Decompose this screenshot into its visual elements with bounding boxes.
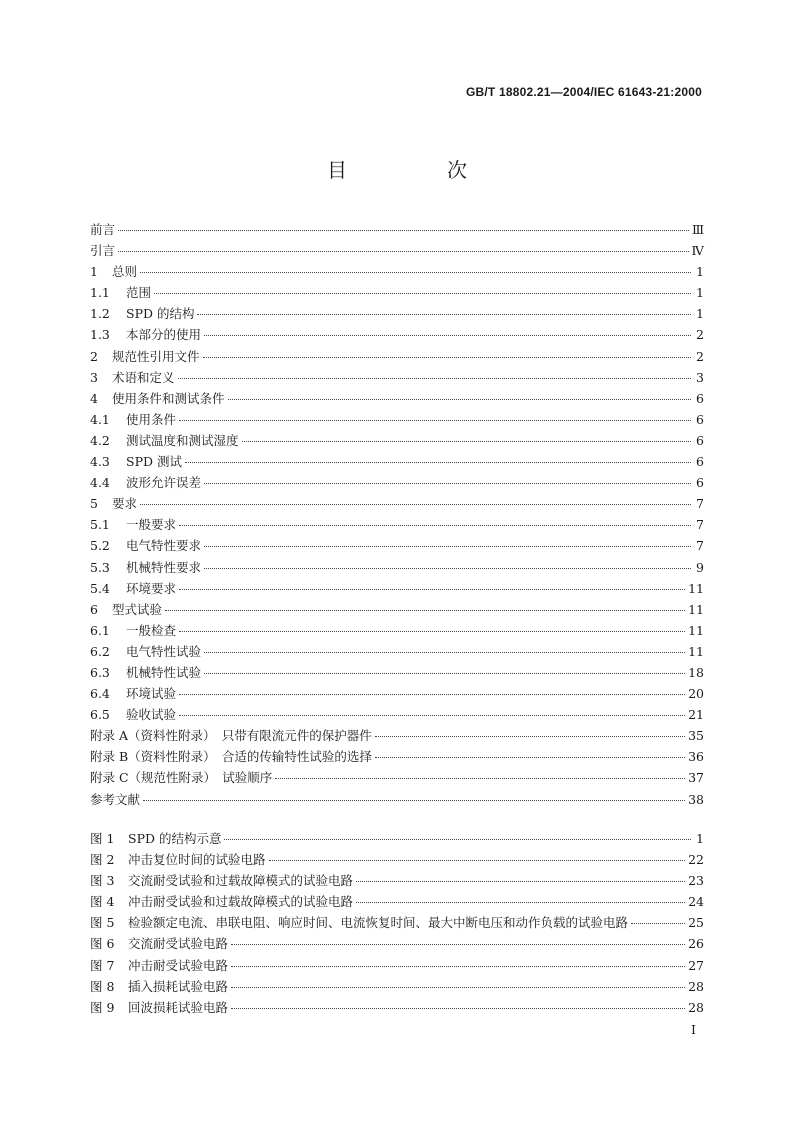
toc-entry[interactable]: [90, 452, 704, 473]
toc-entry-page: 9: [696, 559, 704, 575]
dot-leader: [140, 503, 691, 505]
toc-entry-page: 37: [688, 770, 704, 786]
toc-entry-number: 4.3: [90, 454, 110, 470]
toc-entry[interactable]: [90, 600, 704, 621]
toc-entry-text: [90, 621, 176, 639]
toc-entry-title: 验收试验: [126, 707, 177, 723]
figure-label: 图 6: [90, 936, 115, 952]
toc-entry-text: [90, 790, 140, 808]
figure-entry-text: [90, 998, 228, 1016]
dot-leader: [185, 461, 691, 463]
dot-leader: [231, 1007, 685, 1009]
figure-entry-text: [90, 977, 228, 995]
dot-leader: [179, 524, 691, 526]
toc-entry-title: 波形允许误差: [126, 475, 202, 491]
figure-entry[interactable]: [90, 977, 704, 998]
toc-entry-number: 4.4: [90, 475, 110, 491]
figure-page: 23: [688, 873, 704, 889]
figure-label: 图 7: [90, 957, 115, 973]
toc-entry-title: 参考文献: [90, 791, 141, 807]
figure-entry[interactable]: [90, 934, 704, 955]
dot-leader: [631, 922, 685, 924]
toc-entry-text: [90, 262, 137, 280]
dot-leader: [179, 588, 685, 590]
toc-entry-page: 2: [696, 327, 704, 343]
toc-entry-text: [90, 536, 201, 554]
figure-list: [90, 829, 704, 1019]
figure-page: 28: [688, 999, 704, 1015]
toc-entry-text: [90, 431, 239, 449]
toc-entry-number: 6: [90, 601, 98, 617]
figure-entry-text: [90, 850, 266, 868]
toc-entry-title: 规范性引用文件: [112, 348, 200, 364]
figure-label: 图 4: [90, 894, 115, 910]
figure-entry-text: [90, 829, 221, 847]
toc-entry-number: 4: [90, 390, 98, 406]
toc-entry[interactable]: [90, 790, 704, 811]
toc-entry-number: 1.2: [90, 306, 110, 322]
toc-entry-title: SPD 测试: [126, 454, 182, 470]
figure-label: 图 1: [90, 831, 115, 846]
toc-entry-number: 6.2: [90, 643, 110, 659]
dot-leader: [165, 609, 685, 611]
figure-title: 冲击耐受试验和过载故障模式的试验电路: [128, 894, 354, 910]
toc-entry-page: 1: [696, 264, 704, 280]
toc-entry-title: 使用条件和测试条件: [112, 390, 225, 406]
figure-page: 27: [688, 957, 704, 973]
figure-label: 图 9: [90, 999, 115, 1015]
dot-leader: [228, 398, 691, 400]
toc-entry[interactable]: [90, 347, 704, 368]
toc-entry-page: 1: [696, 285, 704, 301]
toc-entry[interactable]: [90, 536, 704, 557]
dot-leader: [224, 838, 691, 840]
toc-entry[interactable]: [90, 283, 704, 304]
dot-leader: [197, 313, 691, 315]
figure-title: 交流耐受试验电路: [128, 936, 229, 952]
dot-leader: [143, 799, 685, 801]
dot-leader: [179, 693, 685, 695]
figure-label: 图 5: [90, 915, 115, 931]
toc-entry-page: Ⅳ: [691, 243, 704, 259]
toc-entry-text: [90, 452, 182, 470]
toc-entry[interactable]: [90, 579, 704, 600]
figure-title: 交流耐受试验和过载故障模式的试验电路: [128, 873, 354, 889]
toc-entry[interactable]: [90, 768, 704, 789]
toc-entry[interactable]: [90, 325, 704, 346]
toc-entry-number: 1.3: [90, 327, 110, 343]
toc-entry-title: 附录 B（资料性附录） 合适的传输特性试验的选择: [90, 749, 372, 765]
page-number: I: [691, 1022, 696, 1037]
toc-entry-number: 5.2: [90, 538, 110, 554]
toc-entry[interactable]: [90, 389, 704, 410]
table-of-contents: [90, 220, 704, 811]
figure-title: 冲击耐受试验电路: [128, 957, 229, 973]
standard-code: GB/T 18802.21—2004/IEC 61643-21:2000: [465, 85, 702, 99]
toc-entry-page: 20: [688, 686, 704, 702]
dot-leader: [204, 672, 685, 674]
toc-entry[interactable]: [90, 558, 704, 579]
toc-entry-title: 本部分的使用: [126, 327, 202, 343]
toc-entry-page: 3: [696, 369, 704, 385]
toc-entry[interactable]: [90, 663, 704, 684]
toc-entry-text: [90, 747, 372, 765]
toc-entry[interactable]: [90, 705, 704, 726]
dot-leader: [231, 986, 685, 988]
figure-entry[interactable]: [90, 829, 704, 850]
toc-entry-page: 7: [696, 517, 704, 533]
toc-entry-page: 11: [688, 601, 704, 617]
toc-entry-page: 1: [696, 306, 704, 322]
dot-leader: [154, 292, 691, 294]
toc-entry-number: 2: [90, 348, 98, 364]
toc-entry-page: 7: [696, 538, 704, 554]
toc-entry-page: 35: [688, 728, 704, 744]
figure-entry[interactable]: [90, 913, 704, 934]
toc-entry-page: 11: [688, 622, 704, 638]
toc-entry[interactable]: [90, 220, 704, 241]
toc-entry-number: 1.1: [90, 285, 110, 301]
toc-entry-page: 38: [688, 791, 704, 807]
toc-entry[interactable]: [90, 304, 704, 325]
figure-entry[interactable]: [90, 850, 704, 871]
dot-leader: [178, 377, 691, 379]
toc-entry-title: 一般要求: [126, 517, 177, 533]
toc-entry[interactable]: [90, 494, 704, 515]
dot-leader: [140, 271, 691, 273]
dot-leader: [204, 567, 691, 569]
figure-label: 图 3: [90, 873, 115, 889]
toc-entry-title: 附录 A（资料性附录） 只带有限流元件的保护器件: [90, 728, 372, 744]
toc-entry-number: 5: [90, 496, 98, 512]
toc-entry-title: 要求: [112, 496, 138, 512]
figure-title: 插入损耗试验电路: [128, 978, 229, 994]
toc-entry[interactable]: [90, 473, 704, 494]
dot-leader: [375, 735, 685, 737]
toc-entry-text: [90, 220, 115, 238]
toc-entry-title: 测试温度和测试湿度: [126, 432, 239, 448]
toc-entry-page: 6: [696, 411, 704, 427]
toc-entry-text: [90, 347, 200, 365]
dot-leader: [204, 651, 685, 653]
figure-entry-text: [90, 871, 353, 889]
toc-entry-title: 总则: [112, 264, 138, 280]
toc-entry-page: 6: [696, 454, 704, 470]
toc-entry-page: Ⅲ: [691, 222, 704, 237]
toc-entry-page: 36: [688, 749, 704, 765]
dot-leader: [231, 943, 685, 945]
toc-entry[interactable]: [90, 621, 704, 642]
toc-entry[interactable]: [90, 410, 704, 431]
toc-entry-text: [90, 705, 176, 723]
toc-entry-number: 6.5: [90, 707, 110, 723]
toc-entry[interactable]: [90, 431, 704, 452]
toc-entry-title: 电气特性要求: [126, 538, 202, 554]
toc-entry-page: 18: [688, 664, 704, 680]
dot-leader: [118, 250, 688, 252]
toc-entry-text: [90, 473, 201, 491]
dot-leader: [269, 859, 686, 861]
toc-entry-title: 使用条件: [126, 411, 177, 427]
toc-entry-text: [90, 515, 176, 533]
dot-leader: [231, 965, 685, 967]
toc-entry-page: 2: [696, 348, 704, 364]
toc-entry-title: SPD 的结构: [126, 306, 195, 322]
toc-entry-text: [90, 684, 176, 702]
figure-page: 22: [688, 852, 704, 868]
toc-entry-text: [90, 241, 115, 259]
figure-entry[interactable]: [90, 892, 704, 913]
toc-entry-number: 5.1: [90, 517, 110, 533]
toc-entry-page: 11: [688, 643, 704, 659]
figure-page: 1: [696, 831, 704, 846]
toc-entry-page: 6: [696, 432, 704, 448]
toc-entry-text: [90, 558, 201, 576]
toc-entry-number: 4.2: [90, 432, 110, 448]
figure-label: 图 8: [90, 978, 115, 994]
figure-title: 回波损耗试验电路: [128, 999, 229, 1015]
figure-page: 28: [688, 978, 704, 994]
toc-entry-text: [90, 600, 162, 618]
toc-entry-text: [90, 642, 201, 660]
figure-entry-text: [90, 892, 353, 910]
dot-leader: [204, 545, 691, 547]
dot-leader: [375, 756, 685, 758]
toc-entry-number: 5.4: [90, 580, 110, 596]
dot-leader: [356, 901, 685, 903]
toc-entry-number: 6.1: [90, 622, 110, 638]
toc-entry-number: 5.3: [90, 559, 110, 575]
toc-entry-number: 3: [90, 369, 98, 385]
toc-entry-title: 环境试验: [126, 686, 177, 702]
figure-page: 26: [688, 936, 704, 952]
dot-leader: [275, 777, 685, 779]
toc-entry[interactable]: [90, 726, 704, 747]
toc-entry-number: 4.1: [90, 411, 110, 427]
page-title: 目 次: [327, 158, 507, 182]
dot-leader: [356, 880, 685, 882]
dot-leader: [179, 630, 685, 632]
figure-entry[interactable]: [90, 998, 704, 1019]
toc-entry-title: 机械特性试验: [126, 664, 202, 680]
toc-entry-text: [90, 283, 151, 301]
dot-leader: [179, 714, 685, 716]
toc-entry-title: 前言: [90, 222, 116, 237]
toc-entry[interactable]: [90, 747, 704, 768]
toc-entry[interactable]: [90, 262, 704, 283]
dot-leader: [204, 334, 691, 336]
dot-leader: [203, 356, 691, 358]
toc-entry-text: [90, 389, 225, 407]
toc-entry-title: 一般检查: [126, 622, 177, 638]
toc-entry[interactable]: [90, 684, 704, 705]
figure-page: 25: [688, 915, 704, 931]
dot-leader: [204, 482, 691, 484]
toc-entry-title: 附录 C（规范性附录） 试验顺序: [90, 770, 273, 786]
toc-entry-number: 6.4: [90, 686, 110, 702]
toc-entry-title: 电气特性试验: [126, 643, 202, 659]
figure-page: 24: [688, 894, 704, 910]
toc-entry-title: 型式试验: [112, 601, 163, 617]
toc-entry-number: 1: [90, 264, 98, 280]
toc-entry-page: 6: [696, 390, 704, 406]
toc-entry-page: 6: [696, 475, 704, 491]
figure-title: 冲击复位时间的试验电路: [128, 852, 266, 868]
toc-entry[interactable]: [90, 241, 704, 262]
toc-entry-title: 机械特性要求: [126, 559, 202, 575]
toc-entry-title: 引言: [90, 243, 116, 259]
toc-entry-text: [90, 325, 201, 343]
figure-entry-text: [90, 934, 228, 952]
dot-leader: [179, 419, 691, 421]
toc-entry-title: 范围: [126, 285, 152, 301]
toc-entry-number: 6.3: [90, 664, 110, 680]
toc-entry-text: [90, 410, 176, 428]
toc-entry[interactable]: [90, 368, 704, 389]
toc-entry-title: 术语和定义: [112, 369, 175, 385]
toc-entry-text: [90, 768, 272, 786]
figure-title: SPD 的结构示意: [128, 831, 222, 846]
figure-title: 检验额定电流、串联电阻、响应时间、电流恢复时间、最大中断电压和动作负载的试验电路: [128, 915, 629, 931]
figure-entry[interactable]: [90, 956, 704, 977]
toc-entry[interactable]: [90, 642, 704, 663]
toc-entry-text: [90, 663, 201, 681]
toc-entry-text: [90, 494, 137, 512]
dot-leader: [242, 440, 691, 442]
toc-entry-page: 11: [688, 580, 704, 596]
figure-label: 图 2: [90, 852, 115, 868]
figure-entry-text: [90, 913, 628, 931]
toc-entry[interactable]: [90, 515, 704, 536]
toc-entry-title: 环境要求: [126, 580, 177, 596]
toc-entry-page: 7: [696, 496, 704, 512]
toc-entry-text: [90, 579, 176, 597]
toc-entry-text: [90, 368, 175, 386]
dot-leader: [118, 229, 689, 231]
toc-entry-text: [90, 304, 194, 322]
figure-entry-text: [90, 956, 228, 974]
toc-entry-text: [90, 726, 372, 744]
toc-entry-page: 21: [688, 707, 704, 723]
figure-entry[interactable]: [90, 871, 704, 892]
